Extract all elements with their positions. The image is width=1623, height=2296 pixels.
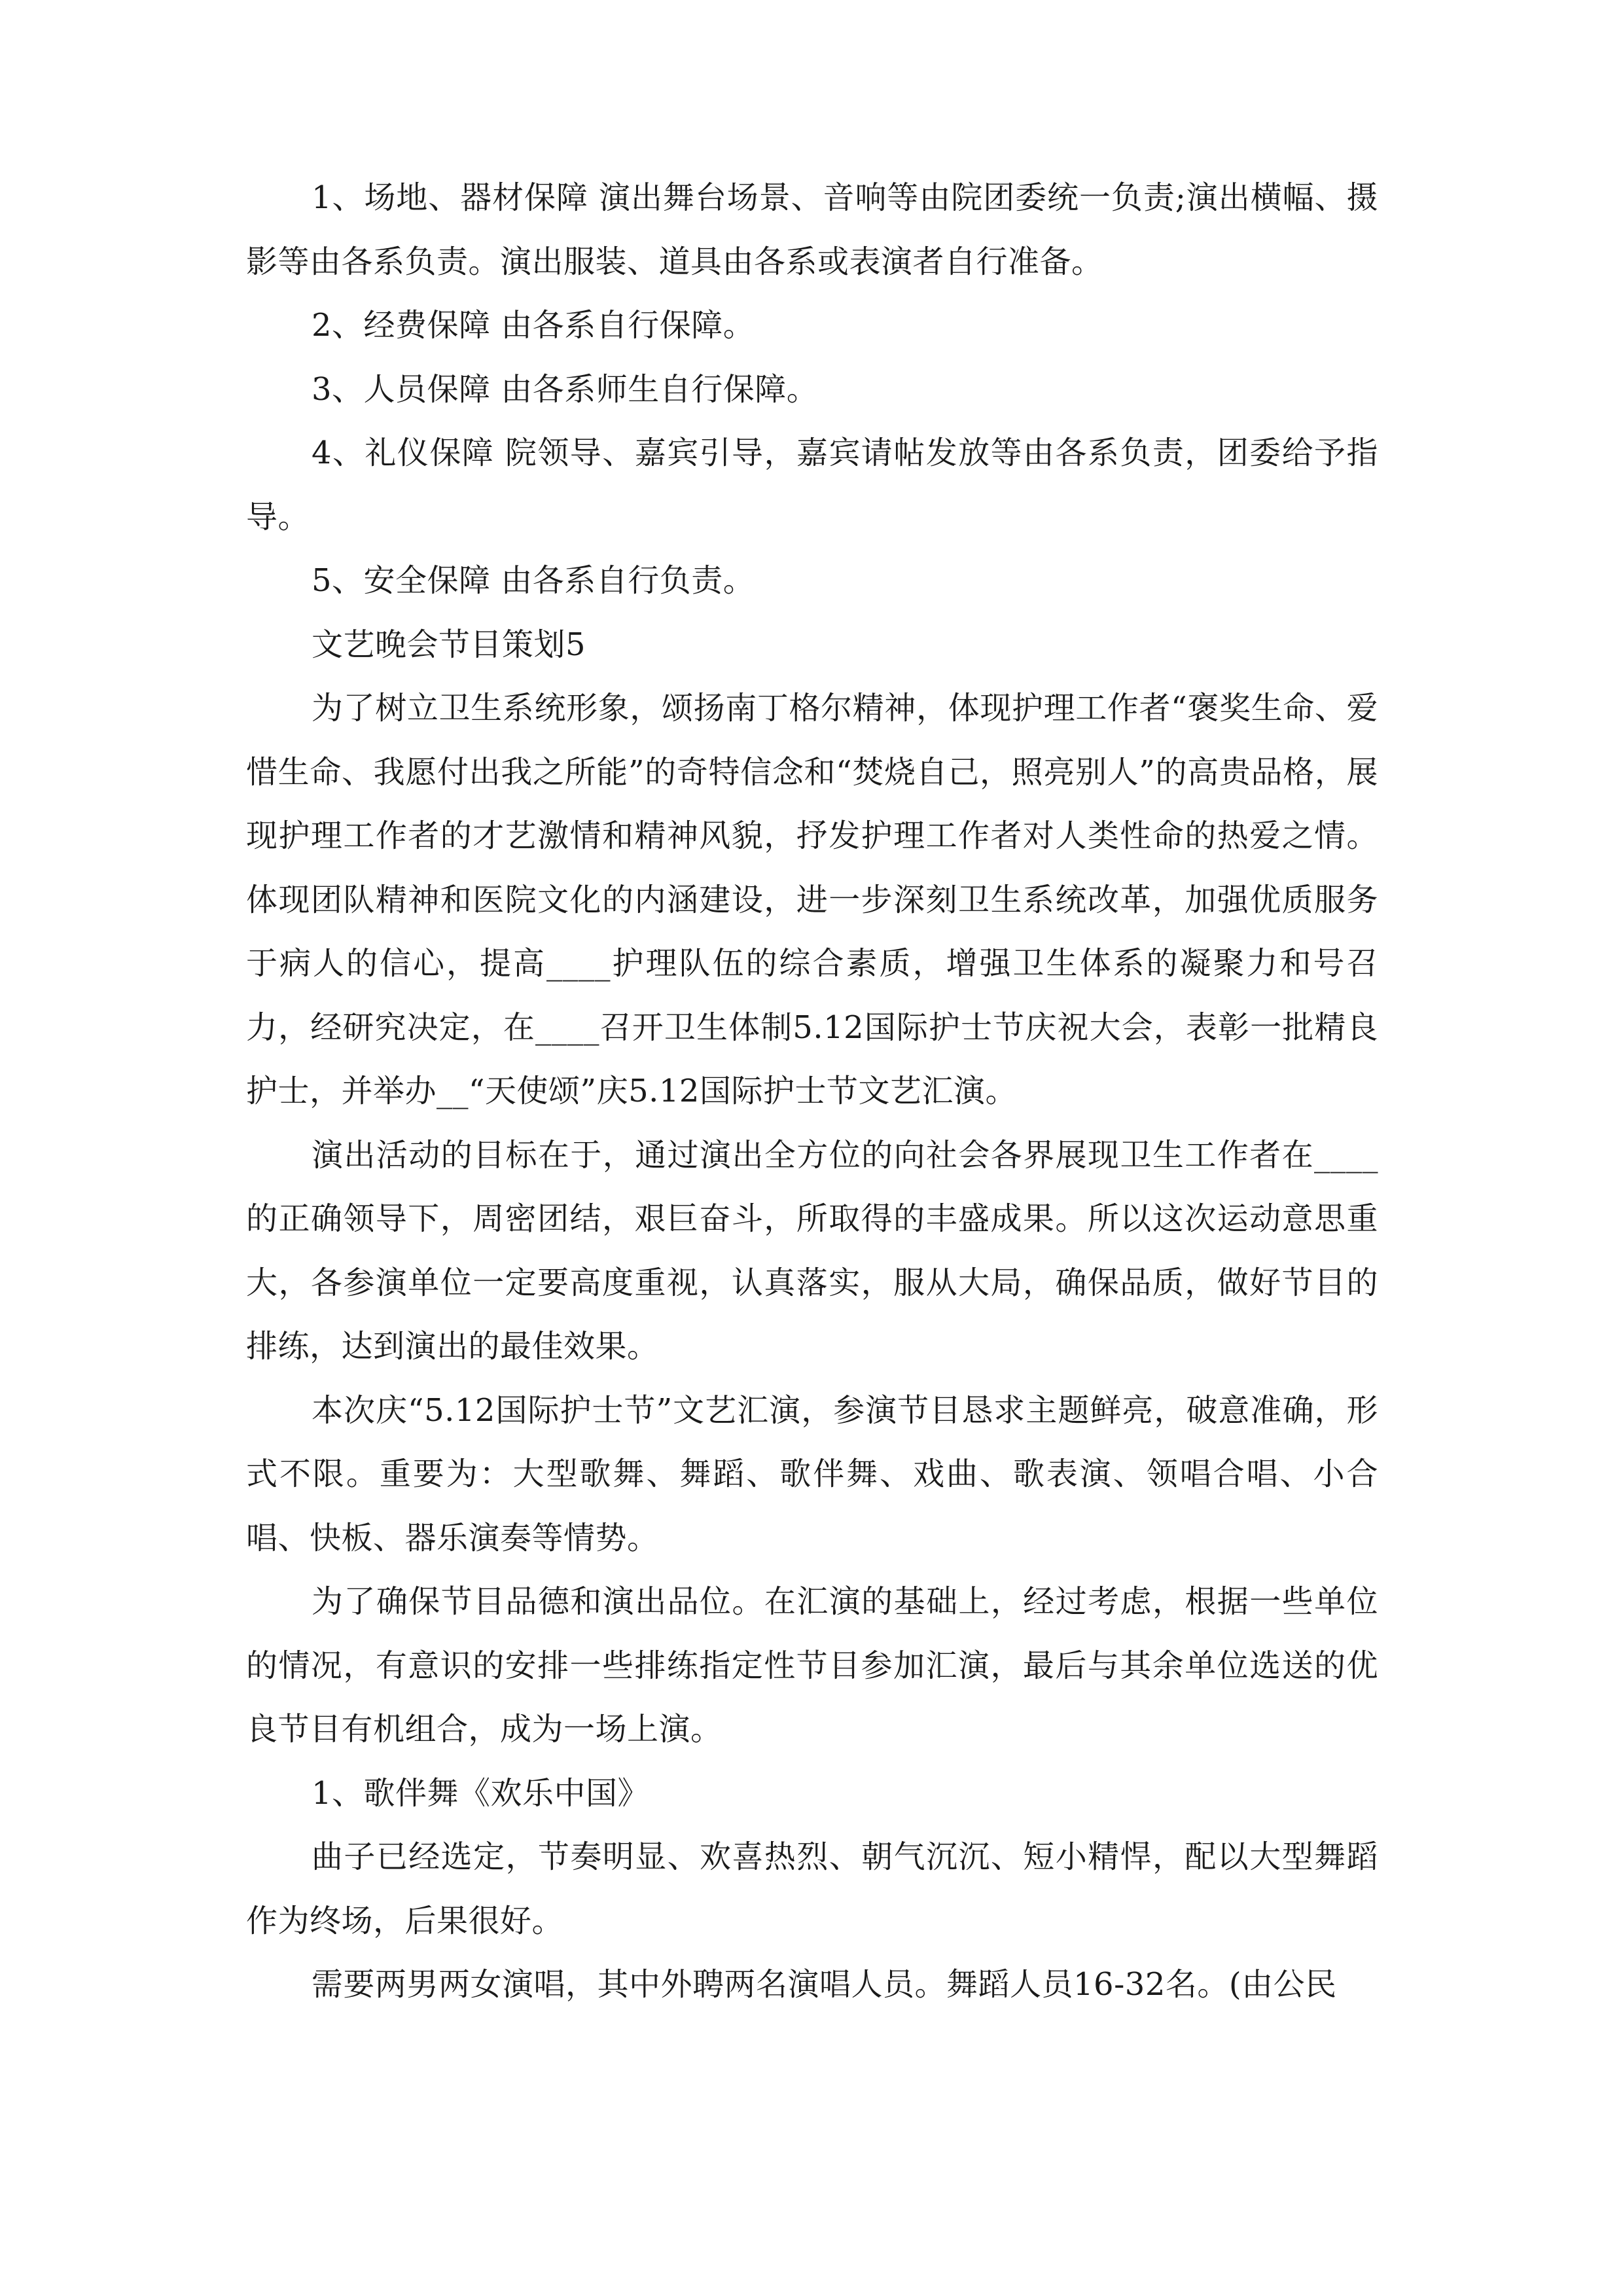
paragraph-venue-guarantee: 1、场地、器材保障 演出舞台场景、音响等由院团委统一负责;演出横幅、摄影等由各系负责。演出服装、道具由各系或表演者自行准备。 — [246, 179, 1378, 280]
program-item-title: 1、歌伴舞《欢乐中国》 — [312, 1774, 650, 1812]
paragraph-performer-needs: 需要两男两女演唱，其中外聘两名演唱人员。舞蹈人员16-32名。(由公民 — [312, 1966, 1337, 2003]
paragraph-program-requirements: 本次庆“5.12国际护士节”文艺汇演，参演节目恳求主题鲜亮，破意准确，形式不限。重要为：大型歌舞、舞蹈、歌伴舞、戏曲、歌表演、领唱合唱、小合唱、快板、器乐演奏等情势。 — [246, 1391, 1378, 1556]
section-heading: 文艺晚会节目策划5 — [312, 626, 586, 663]
paragraph-song-description: 曲子已经选定，节奏明显、欢喜热烈、朝气沉沉、短小精悍，配以大型舞蹈作为终场，后果很好。 — [246, 1839, 1378, 1939]
paragraph-etiquette-guarantee: 4、礼仪保障 院领导、嘉宾引导，嘉宾请帖发放等由各系负责，团委给予指导。 — [246, 435, 1378, 535]
paragraph-funding-guarantee: 2、经费保障 由各系自行保障。 — [312, 307, 755, 344]
paragraph-objective: 演出活动的目标在于，通过演出全方位的向社会各界展现卫生工作者在____的正确领导下，周密团结，艰巨奋斗，所取得的丰盛成果。所以这次运动意思重大，各参演单位一定要高度重视，认真落实，服从大局，确保品质，做好节目的排练，达到演出的最佳效果。 — [246, 1136, 1378, 1365]
paragraph-personnel-guarantee: 3、人员保障 由各系师生自行保障。 — [312, 370, 819, 408]
document-body — [246, 166, 1378, 2017]
paragraph-safety-guarantee: 5、安全保障 由各系自行负责。 — [312, 562, 755, 599]
paragraph-purpose: 为了树立卫生系统形象，颂扬南丁格尔精神，体现护理工作者“褒奖生命、爱惜生命、我愿付出我之所能”的奇特信念和“焚烧自己，照亮别人”的高贵品格，展现护理工作者的才艺激情和精神风貌，抒发护理工作者对人类性命的热爱之情。体现团队精神和医院文化的内涵建设，进一步深刻卫生系统改革，加强优质服务于病人的信心，提高____护理队伍的综合素质，增强卫生体系的凝聚力和号召力，经研究决定，在____召开卫生体制5.12国际护士节庆祝大会，表彰一批精良护士，并举办__“天使颂”庆5.12国际护士节文艺汇演。 — [246, 690, 1378, 1109]
paragraph-quality-assurance: 为了确保节目品德和演出品位。在汇演的基础上，经过考虑，根据一些单位的情况，有意识的安排一些排练指定性节目参加汇演，最后与其余单位选送的优良节目有机组合，成为一场上演。 — [246, 1583, 1378, 1748]
